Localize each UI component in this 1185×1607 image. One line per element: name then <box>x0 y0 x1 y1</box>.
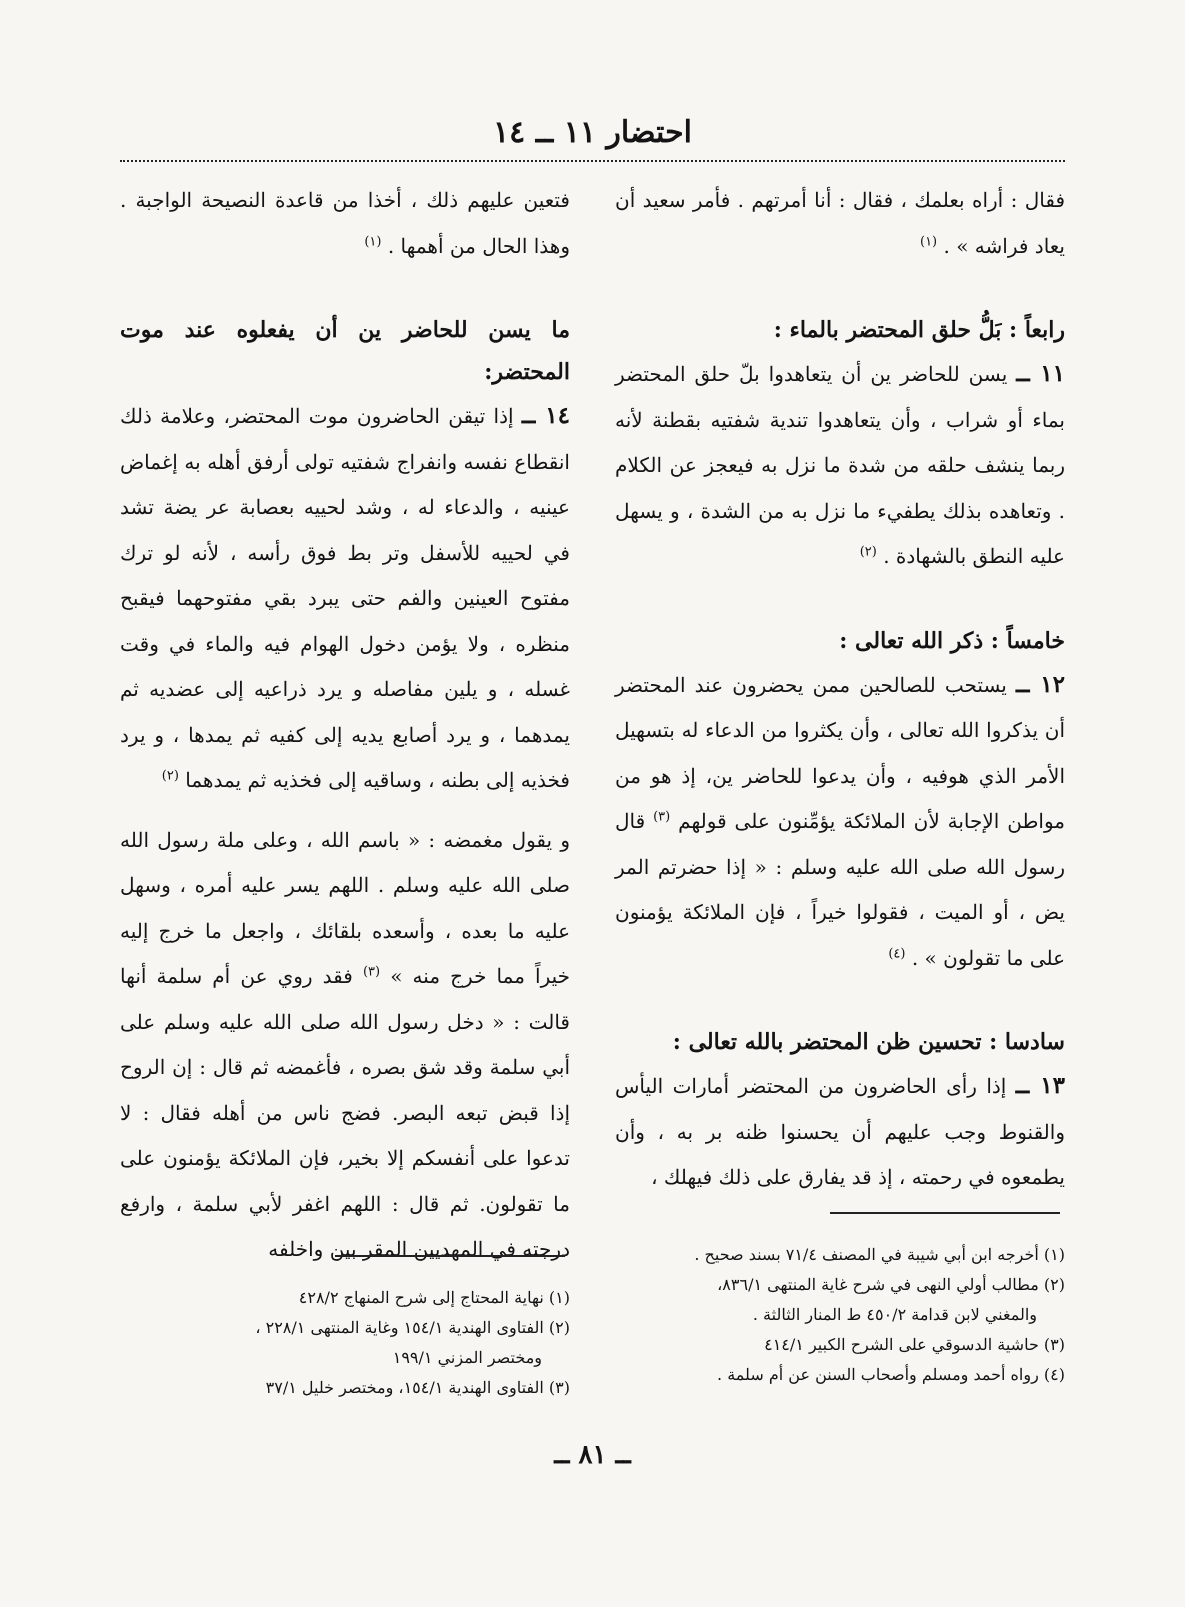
item-number: ١٢ ــ <box>1016 670 1066 698</box>
paragraph-text: يسن للحاضر ين أن يتعاهدوا بلّ حلق المحتضر بماء أو شراب ، وأن يتعاهدوا تندية شفتيه بقطنة لأنه ربما ينشف حلقه من شدة ما نزل به فيعجز عن الكلام . وتعاهده بذلك يطفيء ما نزل به من الشدة ، و يسهل عليه النطق بالشهادة . <box>615 362 1065 568</box>
paragraph-text: إذا رأى الحاضرون من المحتضر أمارات اليأس والقنوط وجب عليهم أن يحسنوا ظنه بر به ، وأن يطمعوه في رحمته ، إذ قد يفارق على ذلك فيهلك ، <box>615 1074 1065 1189</box>
paragraph-text: فقال : أراه بعلمك ، فقال : أنا أمرتهم . فأمر سعيد أن يعاد فراشه » . <box>615 188 1065 258</box>
footnote-ref: (١) <box>919 233 938 249</box>
footnote-ref: (٣) <box>653 809 671 825</box>
page-number: ــ ٨١ ــ <box>554 1440 631 1470</box>
paragraph-13 <box>615 1063 1065 1201</box>
paragraph-text: يستحب للصالحين ممن يحضرون عند المحتضر أن يذكروا الله تعالى ، وأن يكثروا من الدعاء له بتسهيل الأمر الذي هوفيه ، وأن يدعوا للحاضر ين، إذ هو من مواطن الإجابة لأن الملائكة يؤمِّنون على قولهم <box>615 672 1065 833</box>
paragraph-11 <box>615 351 1065 580</box>
footnote-ref: (٢) <box>859 544 877 560</box>
footnote-continuation: ومختصر المزني ١٩٩/١ <box>392 1348 542 1367</box>
section-heading-4: رابعاً : بَلُّ حلق المحتضر بالماء : <box>773 317 1065 343</box>
footnote: (٢) الفتاوى الهندية ١٥٤/١ وغاية المنتهى ٢٢٨/١ ، <box>255 1318 570 1337</box>
paragraph-12 <box>615 662 1065 982</box>
paragraph-continuation <box>615 178 1065 269</box>
section-heading-5: خامساً : ذكر الله تعالى : <box>839 627 1065 654</box>
footnote: (٤) رواه أحمد ومسلم وأصحاب السنن عن أم سلمة . <box>717 1365 1065 1384</box>
item-number: ١٣ ــ <box>1015 1072 1066 1099</box>
footnote: (٢) مطالب أولي النهى في شرح غاية المنتهى ٨٣٦/١، <box>717 1275 1065 1294</box>
right-column <box>615 178 1065 1201</box>
footnote-separator <box>335 1255 565 1257</box>
paragraph-text: إذا تيقن الحاضرون موت المحتضر، وعلامة ذلك انقطاع نفسه وانفراج شفتيه تولى أرفق أهله به إغماض عينيه ، والدعاء له ، وشد لحييه بعصابة عر يضة تشد في لحييه للأسفل وتر بط فوق رأسه ، لأنه لو ترك مفتوح العينين والفم حتى يبرد بقي مفتوحهما فيقبح منظره ، ولا يؤمن دخول الهوام فيه والماء في وقت غسله ، و يلين مفاصله و يرد ذراعيه إلى عضديه ثم يمدهما ، و يرد أصابع يديه إلى كفيه ثم يمدها ، و يرد فخذيه إلى بطنه ، وساقيه إلى فخذيه ثم يمدهما <box>120 404 570 792</box>
header-dotted-rule <box>120 160 1065 162</box>
section-heading-main: ما يسن للحاضر ين أن يفعلوه عند موت المحتضر: <box>120 317 570 385</box>
left-column <box>120 178 570 1273</box>
paragraph-14 <box>120 393 570 804</box>
footnote-ref: (٢) <box>161 768 179 784</box>
footnotes-left <box>120 1283 570 1403</box>
page-header-title: احتضار ١١ ــ ١٤ <box>493 115 692 150</box>
footnote-ref: (٣) <box>362 964 381 980</box>
footnote-separator <box>830 1212 1060 1214</box>
paragraph-text: فتعين عليهم ذلك ، أخذا من قاعدة النصيحة الواجبة . وهذا الحال من أهمها . <box>120 188 570 258</box>
paragraph-text: و يقول مغمضه : « باسم الله ، وعلى ملة رسول الله صلى الله عليه وسلم . اللهم يسر عليه أمره ، وسهل عليه ما بعده ، وأسعده بلقائك ، واجعل ما خرج إليه خيراً مما خرج منه » <box>120 827 571 988</box>
item-number: ١٤ ــ <box>521 402 570 429</box>
paragraph-text: قال رسول الله صلى الله عليه وسلم : « إذا حضرتم المر يض ، أو الميت ، فقولوا خيراً ، فإن الملائكة يؤمنون على ما تقولون » . <box>615 809 1065 970</box>
item-number: ١١ ــ <box>1016 360 1066 387</box>
footnote-continuation: والمغني لابن قدامة ٤٥٠/٢ ط المنار الثالثة . <box>752 1305 1037 1324</box>
footnote: (١) أخرجه ابن أبي شيبة في المصنف ٧١/٤ بسند صحيح . <box>694 1245 1065 1264</box>
paragraph-text: فقد روي عن أم سلمة أنها قالت : « دخل رسول الله صلى الله عليه وسلم على أبي سلمة وقد شق بصره ، فأغمضه ثم قال : إن الروح إذا قبض تبعه البصر. فضج ناس من أهله فقال : لا تدعوا على أنفسكم إلا بخير، فإن الملائكة يؤمنون على ما تقولون. ثم قال : اللهم اغفر لأبي سلمة ، وارفع درجته في المهديين المقر بين واخلفه <box>120 964 570 1261</box>
paragraph-continuation <box>120 178 570 269</box>
footnote-ref: (٤) <box>888 945 906 961</box>
footnote: (٣) الفتاوى الهندية ١٥٤/١، ومختصر خليل ٣٧/١ <box>265 1378 570 1397</box>
paragraph-15 <box>120 818 570 1273</box>
footnote: (٣) حاشية الدسوقي على الشرح الكبير ٤١٤/١ <box>764 1335 1065 1354</box>
section-heading-6: سادسا : تحسين ظن المحتضر بالله تعالى : <box>672 1029 1065 1055</box>
footnotes-right <box>615 1240 1065 1390</box>
footnote-ref: (١) <box>364 233 382 249</box>
footnote: (١) نهاية المحتاج إلى شرح المنهاج ٤٢٨/٢ <box>298 1288 570 1307</box>
